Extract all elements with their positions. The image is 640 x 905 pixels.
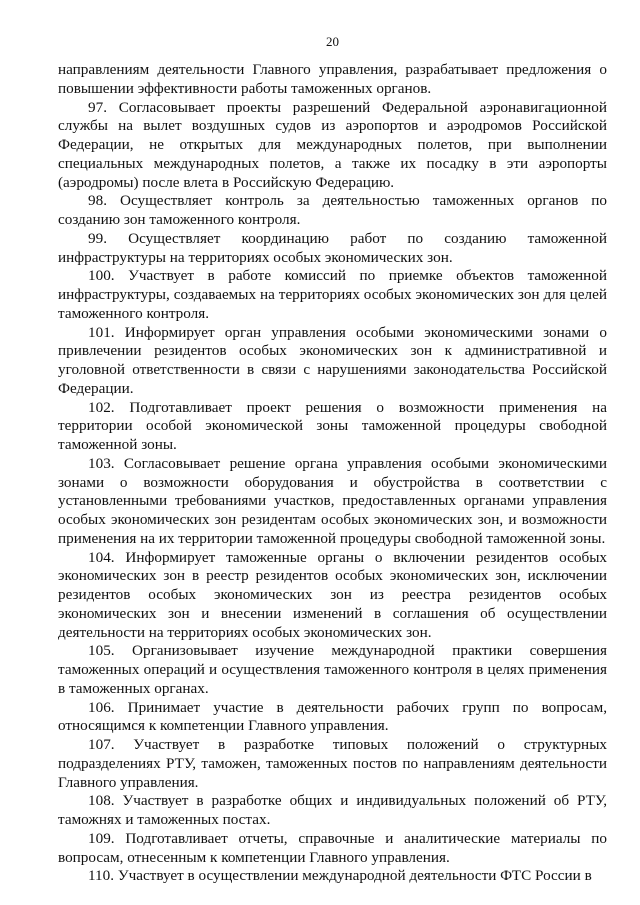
- paragraph-number: 109.: [88, 829, 115, 847]
- paragraph-text: Информирует орган управления особыми экономическими зонами о привлечении резидентов особых экономических зон к административной и уголовной ответственности в связи с нарушениями законодательства Российской Федерации.: [58, 323, 607, 397]
- paragraph-text: Участвует в осуществлении международной деятельности ФТС России в: [114, 867, 592, 885]
- paragraph-text: Согласовывает проекты разрешений Федеральной аэронавигационной службы на вылет воздушных судов из аэропортов и аэродромов Российской Федерации, не открытых для международных полетов, при выполнении специальных международных полетов, а также их посадку в эти аэропорты (аэродромы) после влета в Российскую Федерацию.: [58, 98, 607, 191]
- paragraph-text: Участвует в разработке общих и индивидуальных положений об РТУ, таможнях и таможенных постах.: [58, 792, 607, 828]
- paragraph-109: [58, 830, 607, 868]
- paragraph-number: 97.: [88, 98, 107, 116]
- paragraph-number: 98.: [88, 192, 107, 210]
- paragraph-number: 105.: [88, 642, 115, 660]
- paragraph-number: 106.: [88, 698, 115, 716]
- paragraph-104: [58, 549, 607, 643]
- paragraph-number: 103.: [88, 454, 115, 472]
- paragraph-text: Участвует в разработке типовых положений о структурных подразделениях РТУ, таможен, таможенных постов по направлениям деятельности Главного управления.: [58, 736, 607, 791]
- paragraph-text: Участвует в работе комиссий по приемке объектов таможенной инфраструктуры, создаваемых на территориях особых экономических зон для целей таможенного контроля.: [58, 267, 607, 322]
- paragraph-number: 99.: [88, 229, 107, 247]
- paragraph-text: Осуществляет контроль за деятельностью таможенных органов по созданию зон таможенного контроля.: [58, 192, 607, 228]
- document-page: [58, 34, 607, 886]
- paragraph-text: Подготавливает отчеты, справочные и аналитические материалы по вопросам, отнесенным к компетенции Главного управления.: [58, 829, 607, 866]
- paragraph-number: 100.: [88, 267, 115, 285]
- paragraph-text: Согласовывает решение органа управления особыми экономическими зонами о возможности оборудования и обустройства в соответствии с установленными требованиями участков, предоставленных органами управления особых экономических зон резидентам особых экономических зон, и возможности применения на их территории таможенной процедуры свободной таможенной зоны.: [58, 454, 607, 547]
- paragraph-106: [58, 699, 607, 737]
- paragraph-number: 104.: [88, 548, 115, 566]
- paragraph-text: Осуществляет координацию работ по созданию таможенной инфраструктуры на территориях особых экономических зон.: [58, 229, 607, 266]
- paragraph-110: [58, 867, 607, 886]
- paragraph-continuation: [58, 61, 607, 99]
- paragraph-97: [58, 99, 607, 193]
- paragraph-108: [58, 792, 607, 830]
- paragraph-text: Организовывает изучение международной практики совершения таможенных операций и осуществления таможенного контроля в целях применения в таможенных органах.: [58, 642, 607, 697]
- paragraph-102: [58, 399, 607, 455]
- paragraph-number: 108.: [88, 792, 115, 810]
- paragraph-99: [58, 230, 607, 268]
- paragraph-number: 101.: [88, 323, 115, 341]
- page-number: 20: [326, 34, 339, 49]
- paragraph-100: [58, 267, 607, 323]
- paragraph-number: 107.: [88, 736, 115, 753]
- paragraph-101: [58, 324, 607, 399]
- paragraph-text: Подготавливает проект решения о возможности применения на территории особой экономической зоны таможенной процедуры свободной таможенной зоны.: [58, 398, 607, 453]
- paragraph-number: 110.: [88, 867, 115, 885]
- paragraph-number: 102.: [88, 398, 115, 416]
- paragraph-text: направлениям деятельности Главного управления, разрабатывает предложения о повышении эффективности работы таможенных органов.: [58, 61, 607, 97]
- paragraph-text: Принимает участие в деятельности рабочих групп по вопросам, относящимся к компетенции Главного управления.: [58, 698, 607, 735]
- paragraph-text: Информирует таможенные органы о включении резидентов особых экономических зон в реестр резидентов особых экономических зон, исключении резидентов особых экономических зон из реестра резидентов особых экономических зон и внесении изменений в соглашения об осуществлении деятельности на территориях особых экономических зон.: [58, 548, 607, 641]
- paragraph-103: [58, 455, 607, 549]
- paragraph-107: [58, 736, 607, 792]
- paragraph-105: [58, 642, 607, 698]
- paragraph-98: [58, 192, 607, 230]
